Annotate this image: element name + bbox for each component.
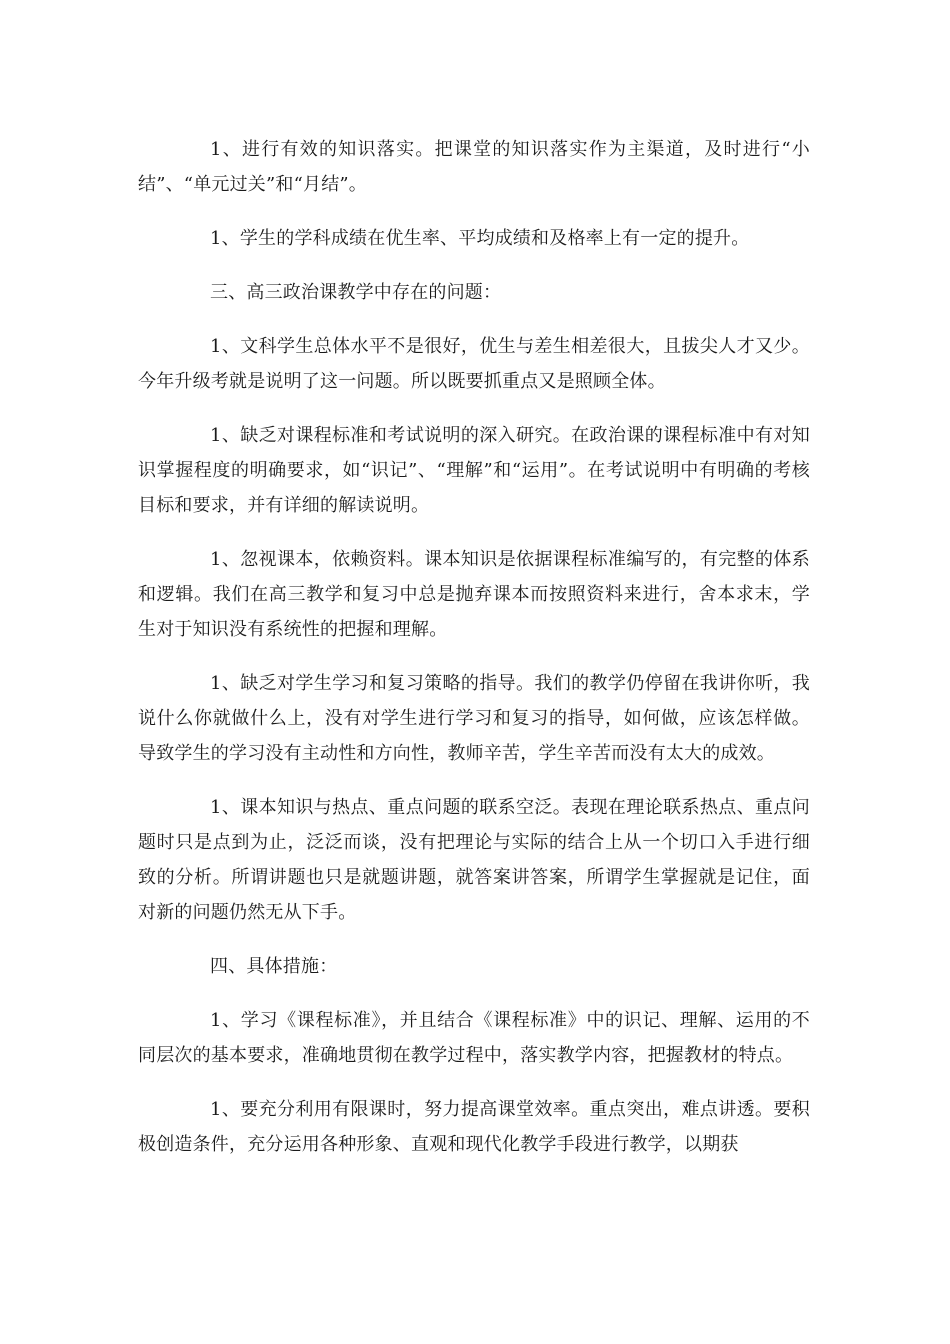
paragraph-hot-topics: 1、课本知识与热点、重点问题的联系空泛。表现在理论联系热点、重点问题时只是点到为止，泛泛而谈，没有把理论与实际的结合上从一个切口入手进行细致的分析。所谓讲题也只是就题讲题，就答案讲答案，所谓学生掌握就是记住，面对新的问题仍然无从下手。 [138, 797, 810, 923]
paragraph-study-standards: 1、学习《课程标准》，并且结合《课程标准》中的识记、理解、运用的不同层次的基本要求，准确地贯彻在教学过程中，落实教学内容，把握教材的特点。 [138, 1010, 810, 1066]
paragraph-curriculum-research: 1、缺乏对课程标准和考试说明的深入研究。在政治课的课程标准中有对知识掌握程度的明确要求，如“识记”、“理解”和“运用”。在考试说明中有明确的考核目标和要求，并有详细的解读说明。 [138, 425, 810, 516]
paragraph-strategy-guidance: 1、缺乏对学生学习和复习策略的指导。我们的教学仍停留在我讲你听，我说什么你就做什么上，没有对学生进行学习和复习的指导，如何做，应该怎样做。导致学生的学习没有主动性和方向性，教师辛苦，学生辛苦而没有太大的成效。 [138, 673, 810, 764]
paragraph-knowledge-implementation: 1、进行有效的知识落实。把课堂的知识落实作为主渠道，及时进行“小结”、“单元过关”和“月结”。 [138, 139, 810, 195]
section-heading-problems: 三、高三政治课教学中存在的问题： [210, 282, 502, 303]
section-heading-measures: 四、具体措施： [210, 956, 338, 977]
paragraph-score-improvement: 1、学生的学科成绩在优生率、平均成绩和及格率上有一定的提升。 [210, 228, 750, 249]
document-page [138, 132, 810, 1181]
paragraph-textbook-neglect: 1、忽视课本，依赖资料。课本知识是依据课程标准编写的，有完整的体系和逻辑。我们在高三教学和复习中总是抛弃课本而按照资料来进行，舍本求末，学生对于知识没有系统性的把握和理解。 [138, 549, 810, 640]
paragraph-student-level: 1、文科学生总体水平不是很好，优生与差生相差很大，且拔尖人才又少。今年升级考就是说明了这一问题。所以既要抓重点又是照顾全体。 [138, 336, 810, 392]
paragraph-class-efficiency: 1、要充分利用有限课时，努力提高课堂效率。重点突出，难点讲透。要积极创造条件，充分运用各种形象、直观和现代化教学手段进行教学，以期获 [138, 1099, 810, 1155]
